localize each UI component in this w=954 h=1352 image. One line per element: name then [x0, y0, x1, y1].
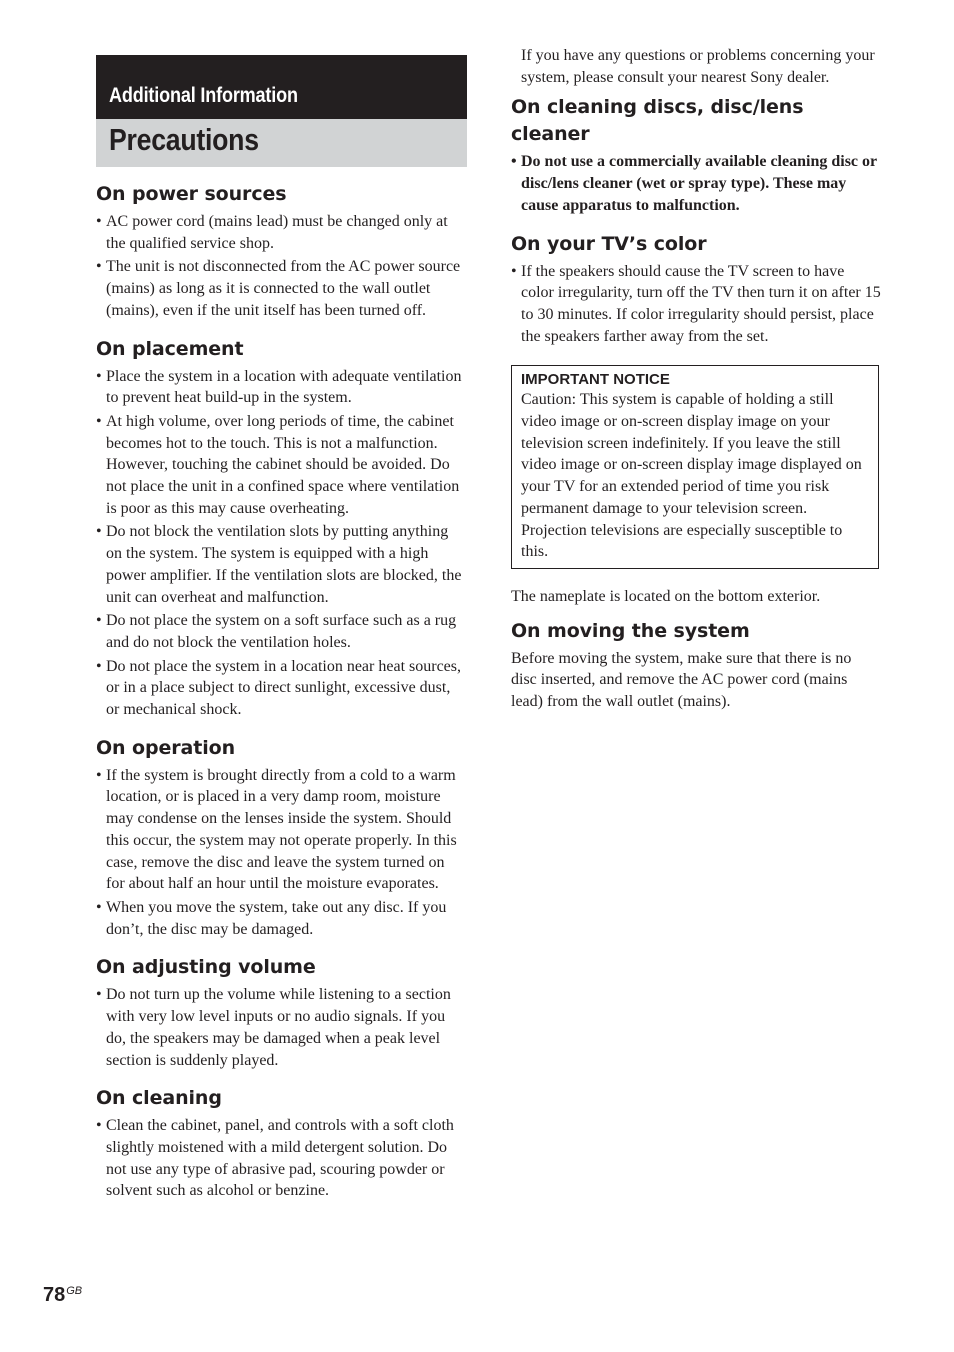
left-column — [96, 55, 467, 1204]
bullet-list — [96, 765, 467, 941]
section-on-power-sources — [96, 181, 467, 322]
notice-title: IMPORTANT NOTICE — [521, 371, 670, 389]
section-on-adjusting-volume — [96, 954, 467, 1071]
list-item: • Place the system in a location with adequate ventilation to prevent heat build-up in the system. — [96, 367, 462, 407]
list-item: • AC power cord (mains lead) must be changed only at the qualified service shop. — [96, 213, 448, 252]
section-heading: On adjusting volume — [96, 956, 316, 979]
title-banner — [96, 119, 467, 167]
bullet-list — [96, 211, 467, 322]
bullet-list — [96, 1115, 467, 1202]
intro-paragraph: If you have any questions or problems concerning your system, please consult your nearest Sony dealer. — [521, 47, 875, 86]
section-heading: On cleaning — [96, 1087, 222, 1110]
notice-text: Caution: This system is capable of holding a still video image or on-screen display image on your television screen indefinitely. If you leave the still video image or on-screen display image displayed on your TV for an extended period of time you risk permanent damage to your television screen. Projection televisions are especially susceptible to this. — [521, 391, 862, 561]
section-heading: On moving the system — [511, 619, 750, 642]
bullet-list — [96, 984, 467, 1071]
section-on-placement — [96, 336, 467, 721]
important-notice-box — [511, 365, 879, 569]
list-item: • If the system is brought directly from a cold to a warm location, or is placed in a very damp room, moisture may condense on the lenses inside the system. Should this occur, the system may not operate properly. In this case, remove the disc and leave the system turned on for about half an hour until the moisture evaporates. — [96, 766, 457, 893]
list-item: • Clean the cabinet, panel, and controls with a soft cloth slightly moistened with a mild detergent solution. Do not use any type of abrasive pad, scouring powder or solvent such as alcohol or benzine. — [96, 1117, 454, 1200]
section-heading: On your TV’s color — [511, 232, 707, 255]
section-moving — [511, 618, 881, 713]
left-sections — [96, 181, 467, 1202]
page-number: $78^{GB}$ — [43, 1284, 83, 1306]
region-code: GB — [66, 1285, 83, 1297]
list-item: • If the speakers should cause the TV screen to have color irregularity, turn off the TV then turn it on after 15 to 30 minutes. If color irregularity should persist, place the speakers farther away from the set. — [511, 262, 881, 345]
list-item: • At high volume, over long periods of time, the cabinet becomes hot to the touch. This is not a malfunction. However, touching the cabinet should be avoided. Do not place the unit in a confined space where ventilation is poor as this may cause overheating. — [96, 412, 460, 517]
section-tv-color — [511, 231, 881, 348]
section-on-cleaning — [96, 1085, 467, 1202]
list-item: • When you move the system, take out any disc. If you don’t, the disc may be damaged. — [96, 898, 447, 938]
section-heading: On power sources — [96, 183, 287, 205]
page-title: Precautions — [109, 122, 259, 157]
section-label: Additional Information — [109, 84, 298, 107]
list-item: • Do not use a commercially available cleaning disc or disc/lens cleaner (wet or spray type). These may cause apparatus to malfunction. — [511, 153, 877, 214]
section-banner — [96, 55, 467, 119]
list-item: • Do not block the ventilation slots by putting anything on the system. The system is equipped with a high power amplifier. If the ventilation slots are blocked, the unit can overheat and malfunction. — [96, 523, 462, 606]
bullet-list — [96, 366, 467, 721]
list-item: • Do not turn up the volume while listening to a section with very low level inputs or no audio signals. If you do, the speakers may be damaged when a peak level section is suddenly played. — [96, 986, 451, 1069]
section-heading: On operation — [96, 736, 235, 759]
list-item: • Do not place the system in a location near heat sources, or in a place subject to direct sunlight, excessive dust, or mechanical shock. — [96, 657, 461, 719]
list-item: • Do not place the system on a soft surface such as a rug and do not block the ventilation holes. — [96, 612, 457, 651]
section-heading: On placement — [96, 337, 244, 360]
right-column — [511, 45, 881, 713]
section-on-operation — [96, 735, 467, 941]
list-item: • The unit is not disconnected from the AC power source (mains) as long as it is connected to the wall outlet (mains), even if the unit itself has been turned off. — [96, 258, 461, 319]
nameplate-note: The nameplate is located on the bottom exterior. — [511, 587, 821, 605]
moving-text: Before moving the system, make sure that there is no disc inserted, and remove the AC power cord (mains lead) from the wall outlet (mains). — [511, 649, 852, 711]
section-cleaning-discs — [511, 94, 881, 216]
section-heading: On cleaning discs, disc/lens cleaner — [511, 96, 804, 146]
